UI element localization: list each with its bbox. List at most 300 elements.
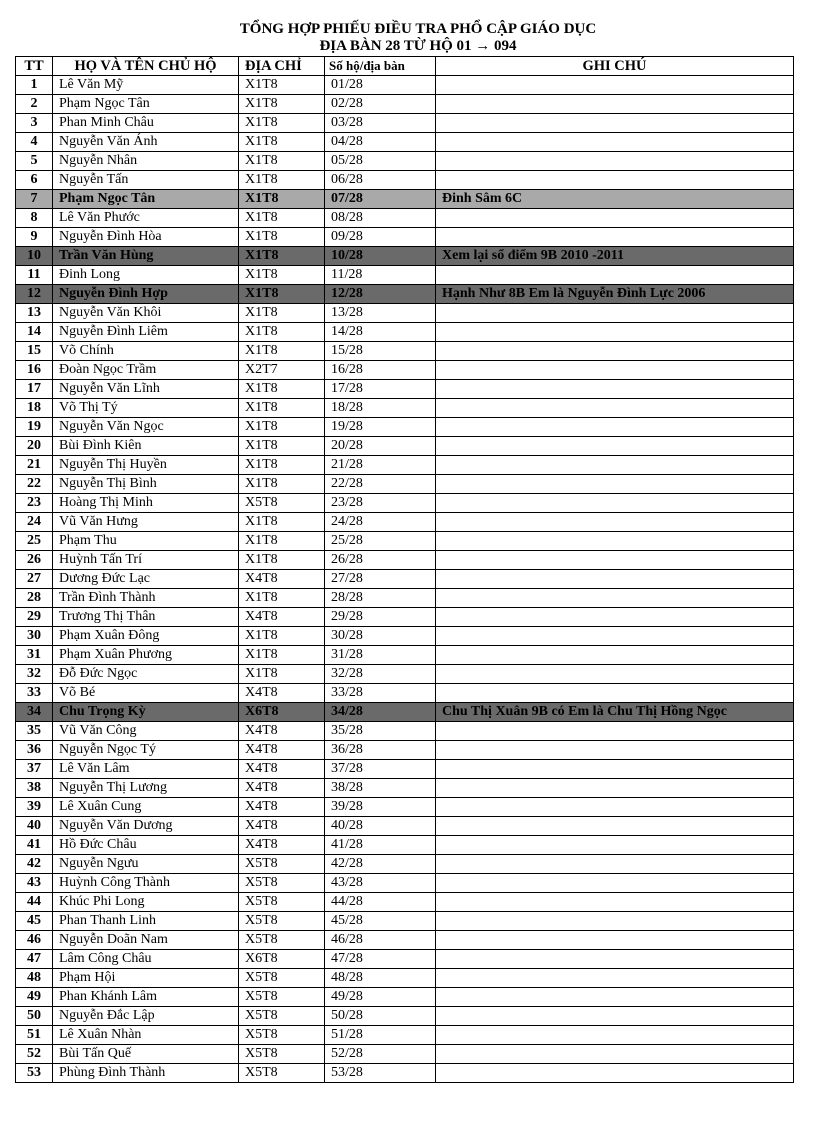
table-row [16,589,794,608]
household-number-cell: 38/28 [325,779,436,798]
household-number-cell: 32/28 [325,665,436,684]
table-row [16,532,794,551]
household-number-cell: 14/28 [325,323,436,342]
table-row [16,1026,794,1045]
address-cell: X1T8 [239,551,325,570]
table-row [16,684,794,703]
household-number-cell: 11/28 [325,266,436,285]
column-header-name: HỌ VÀ TÊN CHỦ HỘ [53,57,239,76]
household-head-name-cell: Phạm Xuân Đông [53,627,239,646]
note-cell [436,608,794,627]
note-cell [436,646,794,665]
address-cell: X1T8 [239,532,325,551]
column-header-notes: GHI CHÚ [436,57,794,76]
address-cell: X5T8 [239,912,325,931]
household-number-cell: 12/28 [325,285,436,304]
row-number-cell: 52 [16,1045,53,1064]
address-cell: X1T8 [239,266,325,285]
note-cell [436,969,794,988]
address-cell: X2T7 [239,361,325,380]
row-number-cell: 22 [16,475,53,494]
row-number-cell: 30 [16,627,53,646]
note-cell [436,76,794,95]
household-number-cell: 06/28 [325,171,436,190]
row-number-cell: 13 [16,304,53,323]
table-row [16,513,794,532]
row-number-cell: 31 [16,646,53,665]
address-cell: X1T8 [239,437,325,456]
household-number-cell: 31/28 [325,646,436,665]
row-number-cell: 45 [16,912,53,931]
note-cell [436,722,794,741]
household-head-name-cell: Nguyễn Văn Ánh [53,133,239,152]
table-row [16,1007,794,1026]
address-cell: X4T8 [239,760,325,779]
address-cell: X5T8 [239,931,325,950]
household-head-name-cell: Võ Chính [53,342,239,361]
note-cell [436,266,794,285]
address-cell: X1T8 [239,646,325,665]
note-cell [436,551,794,570]
note-cell: Đinh Sâm 6C [436,190,794,209]
household-head-name-cell: Chu Trọng Kỳ [53,703,239,722]
household-number-cell: 44/28 [325,893,436,912]
address-cell: X1T8 [239,513,325,532]
household-number-cell: 48/28 [325,969,436,988]
note-cell [436,760,794,779]
row-number-cell: 36 [16,741,53,760]
table-row [16,988,794,1007]
table-row [16,950,794,969]
household-number-cell: 22/28 [325,475,436,494]
row-number-cell: 3 [16,114,53,133]
note-cell [436,931,794,950]
household-head-name-cell: Lê Văn Phước [53,209,239,228]
table-row [16,76,794,95]
table-row [16,551,794,570]
household-number-cell: 13/28 [325,304,436,323]
address-cell: X5T8 [239,969,325,988]
row-number-cell: 8 [16,209,53,228]
household-number-cell: 01/28 [325,76,436,95]
address-cell: X6T8 [239,703,325,722]
address-cell: X6T8 [239,950,325,969]
household-number-cell: 46/28 [325,931,436,950]
row-number-cell: 25 [16,532,53,551]
row-number-cell: 15 [16,342,53,361]
address-cell: X1T8 [239,95,325,114]
address-cell: X4T8 [239,817,325,836]
household-head-name-cell: Lê Xuân Nhàn [53,1026,239,1045]
note-cell [436,627,794,646]
household-head-name-cell: Phạm Thu [53,532,239,551]
table-row [16,95,794,114]
table-row [16,836,794,855]
household-head-name-cell: Bùi Tấn Quế [53,1045,239,1064]
table-row [16,437,794,456]
row-number-cell: 53 [16,1064,53,1083]
note-cell [436,950,794,969]
household-number-cell: 24/28 [325,513,436,532]
note-cell [436,1045,794,1064]
household-number-cell: 04/28 [325,133,436,152]
document-title: TỔNG HỢP PHIẾU ĐIỀU TRA PHỔ CẬP GIÁO DỤC [239,21,597,37]
address-cell: X1T8 [239,285,325,304]
household-number-cell: 49/28 [325,988,436,1007]
address-cell: X4T8 [239,779,325,798]
note-cell [436,380,794,399]
table-row [16,494,794,513]
row-number-cell: 38 [16,779,53,798]
row-number-cell: 7 [16,190,53,209]
household-head-name-cell: Vũ Văn Hưng [53,513,239,532]
row-number-cell: 18 [16,399,53,418]
table-row [16,931,794,950]
household-table [15,56,794,1083]
household-head-name-cell: Phan Khánh Lâm [53,988,239,1007]
row-number-cell: 46 [16,931,53,950]
table-row [16,399,794,418]
household-number-cell: 25/28 [325,532,436,551]
note-cell: Hạnh Như 8B Em là Nguyễn Đình Lực 2006 [436,285,794,304]
household-number-cell: 26/28 [325,551,436,570]
address-cell: X1T8 [239,171,325,190]
note-cell [436,494,794,513]
household-number-cell: 17/28 [325,380,436,399]
address-cell: X5T8 [239,874,325,893]
address-cell: X5T8 [239,494,325,513]
household-number-cell: 20/28 [325,437,436,456]
household-head-name-cell: Lê Văn Mỹ [53,76,239,95]
address-cell: X1T8 [239,399,325,418]
row-number-cell: 37 [16,760,53,779]
table-row [16,570,794,589]
row-number-cell: 19 [16,418,53,437]
household-head-name-cell: Đoàn Ngọc Trầm [53,361,239,380]
household-head-name-cell: Nguyễn Đình Liêm [53,323,239,342]
address-cell: X5T8 [239,855,325,874]
household-number-cell: 34/28 [325,703,436,722]
address-cell: X4T8 [239,722,325,741]
row-number-cell: 42 [16,855,53,874]
household-number-cell: 50/28 [325,1007,436,1026]
household-head-name-cell: Lê Xuân Cung [53,798,239,817]
household-number-cell: 35/28 [325,722,436,741]
household-head-name-cell: Phan Minh Châu [53,114,239,133]
household-number-cell: 16/28 [325,361,436,380]
note-cell [436,133,794,152]
household-head-name-cell: Võ Bé [53,684,239,703]
household-number-cell: 19/28 [325,418,436,437]
household-head-name-cell: Khúc Phi Long [53,893,239,912]
table-row [16,855,794,874]
household-number-cell: 33/28 [325,684,436,703]
household-head-name-cell: Bùi Đình Kiên [53,437,239,456]
table-row [16,703,794,722]
household-head-name-cell: Nguyễn Thị Lương [53,779,239,798]
table-row [16,228,794,247]
row-number-cell: 39 [16,798,53,817]
row-number-cell: 11 [16,266,53,285]
household-number-cell: 52/28 [325,1045,436,1064]
household-number-cell: 09/28 [325,228,436,247]
household-head-name-cell: Huỳnh Công Thành [53,874,239,893]
household-number-cell: 10/28 [325,247,436,266]
row-number-cell: 51 [16,1026,53,1045]
note-cell [436,171,794,190]
household-number-cell: 39/28 [325,798,436,817]
address-cell: X1T8 [239,133,325,152]
table-row [16,266,794,285]
household-number-cell: 30/28 [325,627,436,646]
note-cell [436,855,794,874]
table-row [16,342,794,361]
address-cell: X1T8 [239,475,325,494]
address-cell: X1T8 [239,152,325,171]
address-cell: X5T8 [239,988,325,1007]
note-cell [436,95,794,114]
household-number-cell: 43/28 [325,874,436,893]
household-number-cell: 42/28 [325,855,436,874]
household-head-name-cell: Nguyễn Đắc Lập [53,1007,239,1026]
note-cell [436,456,794,475]
note-cell [436,589,794,608]
address-cell: X1T8 [239,190,325,209]
note-cell [436,152,794,171]
note-cell [436,684,794,703]
note-cell [436,532,794,551]
note-cell [436,475,794,494]
note-cell [436,323,794,342]
table-row [16,779,794,798]
row-number-cell: 21 [16,456,53,475]
address-cell: X1T8 [239,247,325,266]
note-cell [436,741,794,760]
household-number-cell: 45/28 [325,912,436,931]
table-row [16,798,794,817]
row-number-cell: 17 [16,380,53,399]
table-row [16,741,794,760]
note-cell: Xem lại sổ điểm 9B 2010 -2011 [436,247,794,266]
address-cell: X1T8 [239,342,325,361]
note-cell [436,513,794,532]
note-cell [436,1026,794,1045]
household-head-name-cell: Hồ Đức Châu [53,836,239,855]
address-cell: X1T8 [239,418,325,437]
address-cell: X4T8 [239,798,325,817]
table-row [16,627,794,646]
household-head-name-cell: Lâm Công Châu [53,950,239,969]
note-cell [436,893,794,912]
address-cell: X5T8 [239,1064,325,1083]
household-head-name-cell: Nguyễn Nhân [53,152,239,171]
household-number-cell: 02/28 [325,95,436,114]
household-number-cell: 07/28 [325,190,436,209]
note-cell [436,1064,794,1083]
table-row [16,247,794,266]
table-row [16,361,794,380]
address-cell: X5T8 [239,1045,325,1064]
row-number-cell: 47 [16,950,53,969]
household-head-name-cell: Nguyễn Văn Ngọc [53,418,239,437]
row-number-cell: 40 [16,817,53,836]
table-row [16,912,794,931]
household-number-cell: 15/28 [325,342,436,361]
column-header-tt: TT [16,57,53,76]
column-header-household: Số hộ/địa bàn [325,57,436,76]
note-cell [436,874,794,893]
note-cell [436,988,794,1007]
table-row [16,380,794,399]
household-head-name-cell: Nguyễn Doãn Nam [53,931,239,950]
household-head-name-cell: Trần Văn Hùng [53,247,239,266]
household-head-name-cell: Phan Thanh Linh [53,912,239,931]
address-cell: X1T8 [239,228,325,247]
table-row [16,817,794,836]
household-number-cell: 51/28 [325,1026,436,1045]
household-head-name-cell: Huỳnh Tấn Trí [53,551,239,570]
note-cell [436,1007,794,1026]
note-cell [436,361,794,380]
address-cell: X1T8 [239,665,325,684]
table-row [16,893,794,912]
column-header-address: ĐỊA CHỈ [239,57,325,76]
note-cell [436,570,794,589]
table-row [16,646,794,665]
household-head-name-cell: Phạm Xuân Phương [53,646,239,665]
table-row [16,608,794,627]
household-number-cell: 37/28 [325,760,436,779]
row-number-cell: 32 [16,665,53,684]
address-cell: X5T8 [239,893,325,912]
table-header-row [16,57,794,76]
household-head-name-cell: Nguyễn Văn Dương [53,817,239,836]
table-row [16,418,794,437]
household-head-name-cell: Phạm Ngọc Tân [53,190,239,209]
household-number-cell: 28/28 [325,589,436,608]
household-number-cell: 47/28 [325,950,436,969]
household-number-cell: 08/28 [325,209,436,228]
address-cell: X5T8 [239,1007,325,1026]
household-head-name-cell: Nguyễn Văn Lĩnh [53,380,239,399]
note-cell [436,209,794,228]
address-cell: X1T8 [239,114,325,133]
address-cell: X1T8 [239,380,325,399]
table-row [16,171,794,190]
document-subtitle: ĐỊA BÀN 28 TỪ HỘ 01 → 094 [319,38,517,54]
household-head-name-cell: Dương Đức Lạc [53,570,239,589]
address-cell: X4T8 [239,608,325,627]
row-number-cell: 34 [16,703,53,722]
household-number-cell: 29/28 [325,608,436,627]
table-row [16,133,794,152]
household-head-name-cell: Nguyễn Đình Hòa [53,228,239,247]
household-number-cell: 03/28 [325,114,436,133]
household-head-name-cell: Đinh Long [53,266,239,285]
row-number-cell: 14 [16,323,53,342]
household-head-name-cell: Nguyễn Ngưu [53,855,239,874]
household-number-cell: 23/28 [325,494,436,513]
row-number-cell: 27 [16,570,53,589]
table-row [16,285,794,304]
row-number-cell: 5 [16,152,53,171]
household-number-cell: 53/28 [325,1064,436,1083]
row-number-cell: 4 [16,133,53,152]
table-row [16,152,794,171]
note-cell [436,912,794,931]
row-number-cell: 2 [16,95,53,114]
row-number-cell: 43 [16,874,53,893]
row-number-cell: 50 [16,1007,53,1026]
note-cell [436,399,794,418]
household-head-name-cell: Phùng Đình Thành [53,1064,239,1083]
household-head-name-cell: Nguyễn Văn Khôi [53,304,239,323]
household-head-name-cell: Phạm Hội [53,969,239,988]
household-number-cell: 36/28 [325,741,436,760]
table-body [16,76,794,1083]
note-cell [436,437,794,456]
table-row [16,874,794,893]
row-number-cell: 49 [16,988,53,1007]
household-number-cell: 18/28 [325,399,436,418]
note-cell [436,228,794,247]
note-cell [436,779,794,798]
row-number-cell: 24 [16,513,53,532]
household-head-name-cell: Nguyễn Thị Bình [53,475,239,494]
household-head-name-cell: Trương Thị Thân [53,608,239,627]
row-number-cell: 10 [16,247,53,266]
row-number-cell: 44 [16,893,53,912]
address-cell: X4T8 [239,741,325,760]
row-number-cell: 33 [16,684,53,703]
address-cell: X1T8 [239,456,325,475]
note-cell [436,304,794,323]
household-number-cell: 05/28 [325,152,436,171]
address-cell: X1T8 [239,209,325,228]
address-cell: X1T8 [239,589,325,608]
address-cell: X1T8 [239,323,325,342]
note-cell [436,817,794,836]
row-number-cell: 6 [16,171,53,190]
household-head-name-cell: Lê Văn Lâm [53,760,239,779]
table-row [16,456,794,475]
row-number-cell: 23 [16,494,53,513]
household-head-name-cell: Nguyễn Thị Huyền [53,456,239,475]
table-row [16,760,794,779]
note-cell [436,418,794,437]
address-cell: X5T8 [239,1026,325,1045]
household-number-cell: 41/28 [325,836,436,855]
row-number-cell: 48 [16,969,53,988]
row-number-cell: 9 [16,228,53,247]
row-number-cell: 29 [16,608,53,627]
household-head-name-cell: Võ Thị Tý [53,399,239,418]
table-row [16,969,794,988]
household-head-name-cell: Vũ Văn Công [53,722,239,741]
row-number-cell: 20 [16,437,53,456]
household-head-name-cell: Hoàng Thị Minh [53,494,239,513]
table-row [16,1064,794,1083]
table-row [16,190,794,209]
note-cell [436,342,794,361]
row-number-cell: 1 [16,76,53,95]
table-row [16,114,794,133]
address-cell: X4T8 [239,684,325,703]
address-cell: X1T8 [239,76,325,95]
note-cell: Chu Thị Xuân 9B có Em là Chu Thị Hồng Ngọc [436,703,794,722]
table-row [16,722,794,741]
household-head-name-cell: Nguyễn Đình Hợp [53,285,239,304]
